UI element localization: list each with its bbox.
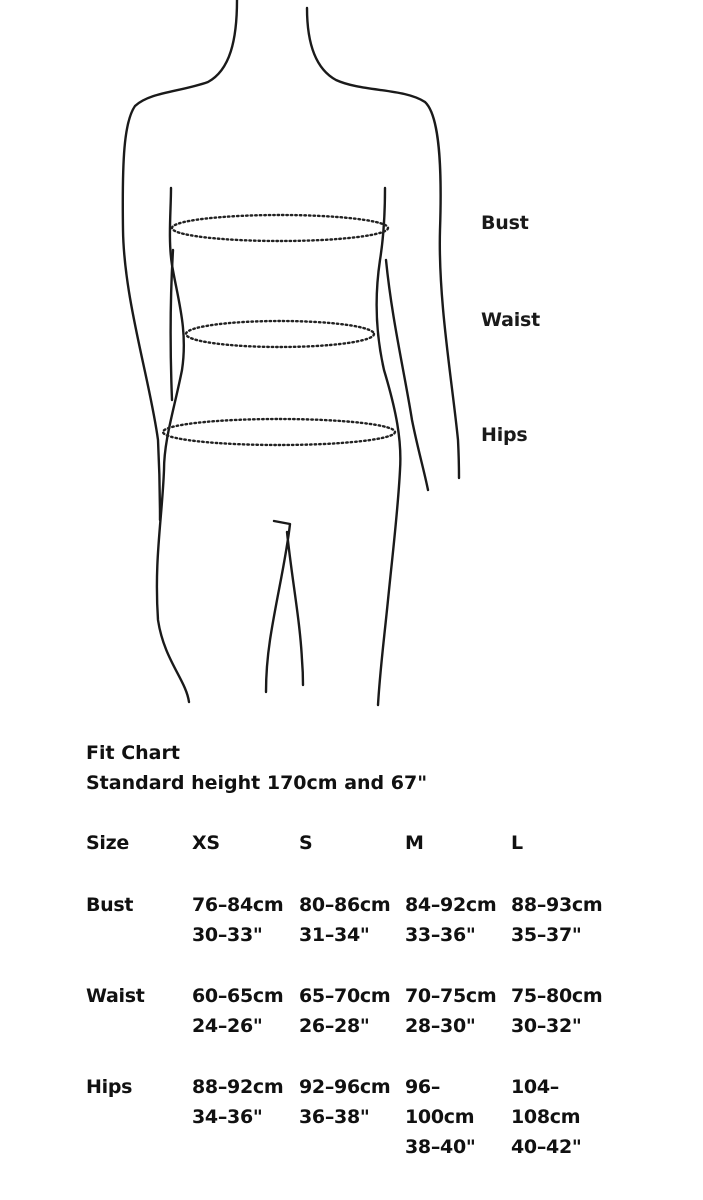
table-cell: 96– 100cm 38–40" bbox=[405, 1076, 476, 1158]
fit-chart-subtitle: Standard height 170cm and 67" bbox=[86, 772, 428, 794]
header-cell: XS bbox=[192, 832, 220, 854]
row-label: Waist bbox=[86, 985, 145, 1007]
fit-chart-heading bbox=[86, 738, 686, 798]
waist-label: Waist bbox=[481, 309, 541, 331]
right-torso-line bbox=[377, 188, 401, 705]
fit-chart-title: Fit Chart bbox=[86, 742, 180, 764]
header-cell: S bbox=[299, 832, 313, 854]
bust-measure-line bbox=[172, 215, 388, 241]
row-label: Hips bbox=[86, 1076, 133, 1098]
hips-label: Hips bbox=[481, 424, 528, 446]
table-cell: 92–96cm 36–38" bbox=[299, 1076, 391, 1128]
hips-measure-line bbox=[163, 419, 395, 445]
table-cell: 76–84cm 30–33" bbox=[192, 894, 284, 946]
table-cell: 84–92cm 33–36" bbox=[405, 894, 497, 946]
table-cell: 65–70cm 26–28" bbox=[299, 985, 391, 1037]
table-cell: 80–86cm 31–34" bbox=[299, 894, 391, 946]
table-cell: 88–92cm 34–36" bbox=[192, 1076, 284, 1128]
header-cell: L bbox=[511, 832, 523, 854]
header-cell: Size bbox=[86, 832, 129, 854]
inner-legs-line bbox=[266, 521, 303, 692]
left-inner-arm-line bbox=[171, 250, 173, 400]
right-inner-arm-line bbox=[386, 260, 428, 490]
table-cell: 104– 108cm 40–42" bbox=[511, 1076, 582, 1158]
table-cell: 75–80cm 30–32" bbox=[511, 985, 603, 1037]
bust-label: Bust bbox=[481, 212, 529, 234]
left-neck-shoulder-arm-line bbox=[123, 0, 237, 520]
table-cell: 60–65cm 24–26" bbox=[192, 985, 284, 1037]
header-cell: M bbox=[405, 832, 424, 854]
table-cell: 88–93cm 35–37" bbox=[511, 894, 603, 946]
row-label: Bust bbox=[86, 894, 134, 916]
waist-measure-line bbox=[186, 321, 374, 347]
table-cell: 70–75cm 28–30" bbox=[405, 985, 497, 1037]
